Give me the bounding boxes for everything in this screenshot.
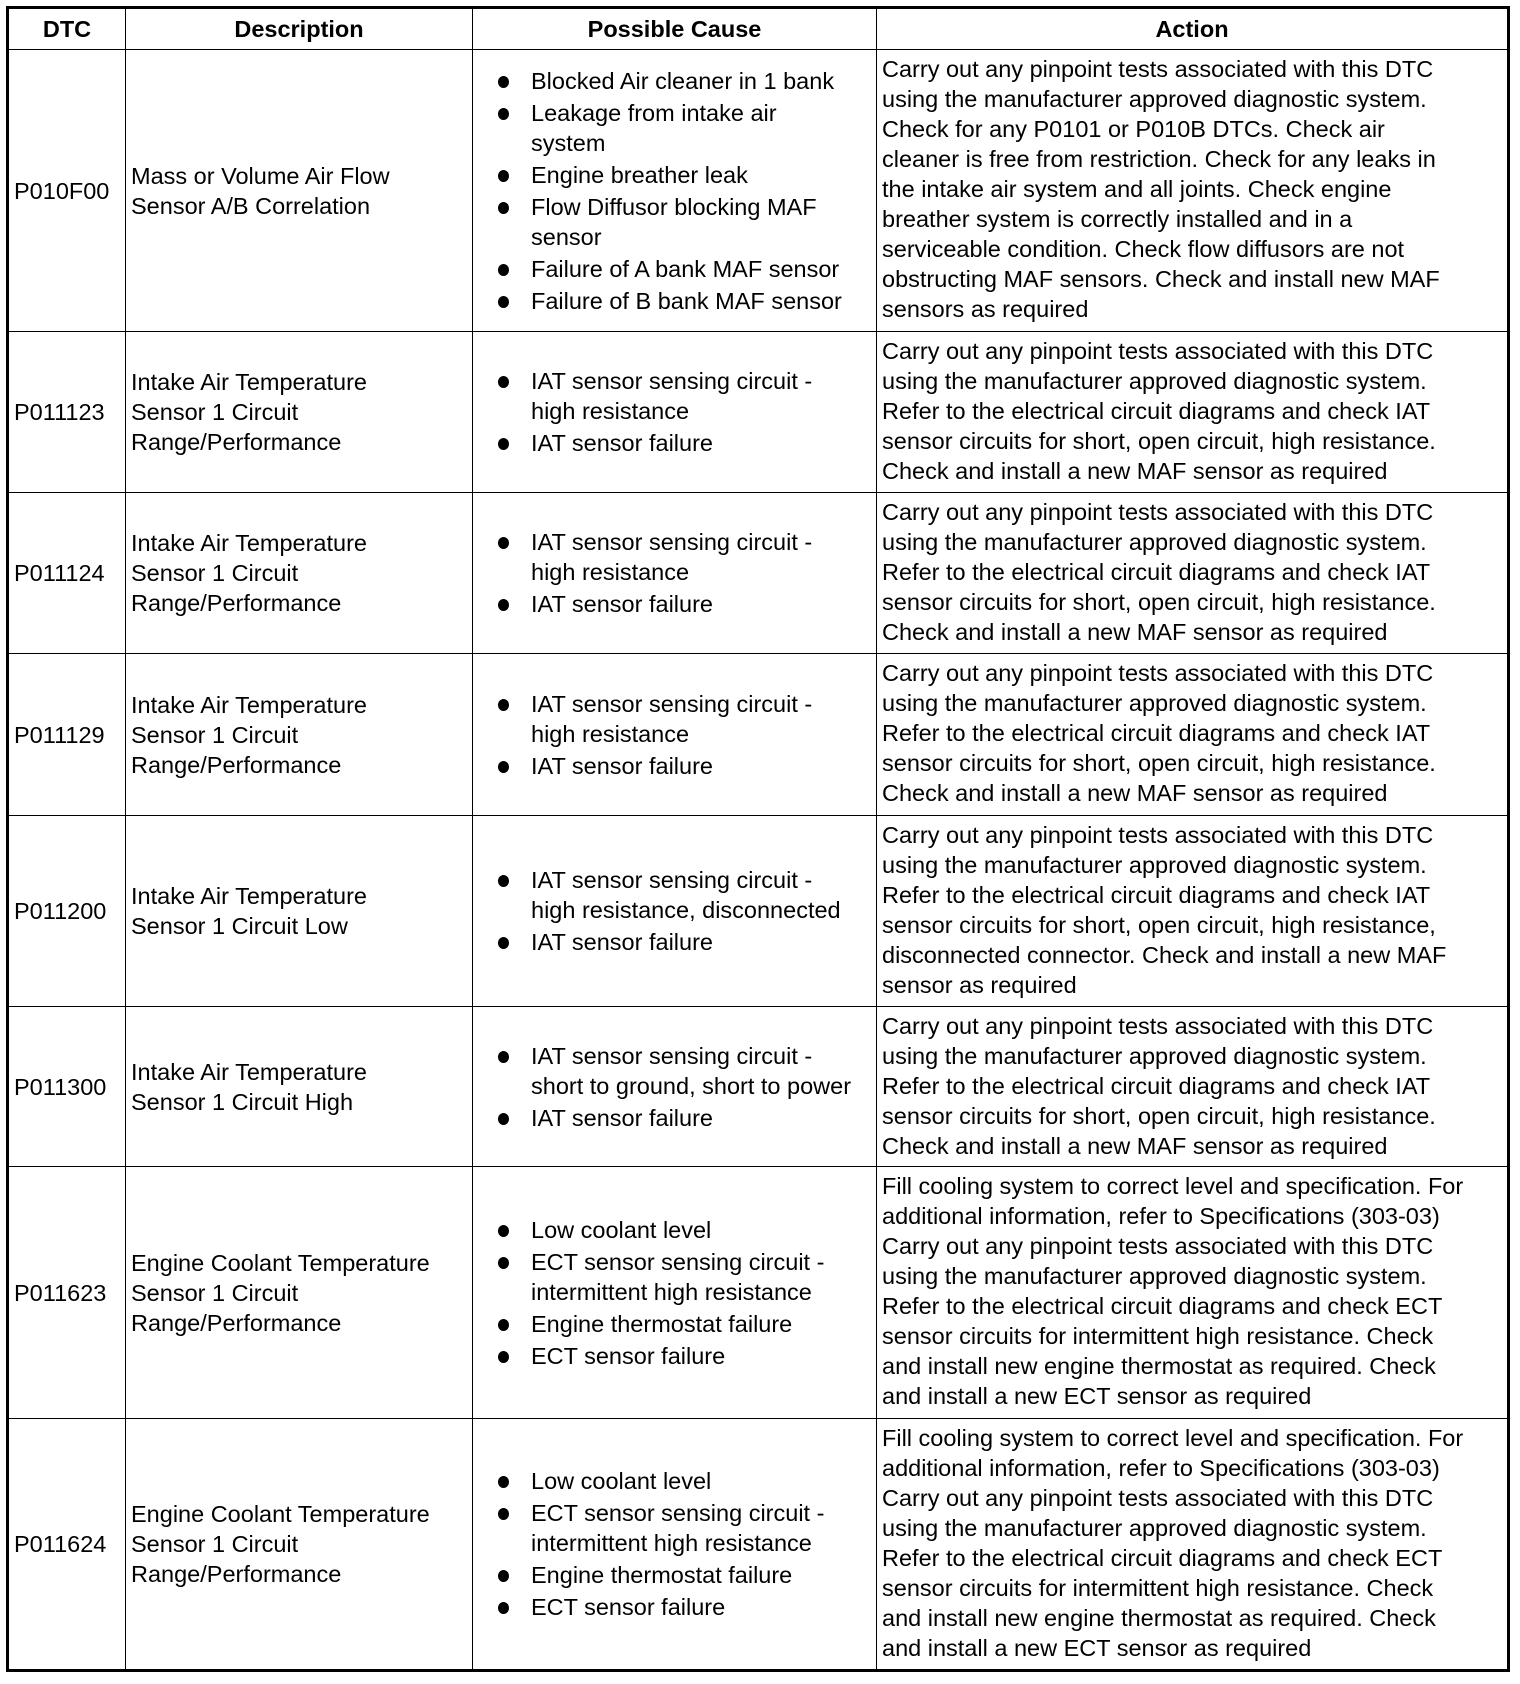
cause-item: [498, 1341, 871, 1371]
cause-item: [498, 589, 871, 619]
cause-item: [498, 865, 871, 925]
description-cell: [126, 1167, 473, 1419]
cause-line: IAT sensor sensing circuit -: [531, 529, 813, 555]
description-line: Sensor 1 Circuit: [131, 560, 299, 586]
action-line: using the manufacturer approved diagnostic system.: [882, 690, 1427, 716]
action-line: using the manufacturer approved diagnostic system.: [882, 1515, 1427, 1541]
cause-line: intermittent high resistance: [531, 1530, 812, 1556]
action-line: Carry out any pinpoint tests associated with this DTC: [882, 1485, 1434, 1511]
action-line: sensor circuits for short, open circuit, high resistance.: [882, 750, 1436, 776]
cause-line: sensor: [531, 223, 602, 250]
description-line: Intake Air Temperature: [131, 883, 367, 909]
description-line: Sensor A/B Correlation: [131, 192, 371, 219]
action-line: breather system is correctly installed and in a: [882, 206, 1353, 232]
dtc-code: P011124: [14, 560, 105, 586]
cause-item: [498, 66, 871, 96]
cause-item: [498, 1103, 871, 1133]
cause-line: ECT sensor failure: [531, 1342, 726, 1369]
action-line: Carry out any pinpoint tests associated with this DTC: [882, 1233, 1434, 1259]
possible-cause-cell: [473, 50, 877, 332]
description-line: Intake Air Temperature: [131, 369, 367, 395]
description-line: Sensor 1 Circuit: [131, 1531, 299, 1557]
action-line: sensor as required: [882, 972, 1077, 998]
action-line: and install a new ECT sensor as required: [882, 1383, 1312, 1409]
cause-line: IAT sensor failure: [531, 1104, 713, 1131]
action-line: using the manufacturer approved diagnostic system.: [882, 1263, 1427, 1289]
action-line: additional information, refer to Specifications (303-03): [882, 1455, 1440, 1481]
action-line: Fill cooling system to correct level and specification. For: [882, 1425, 1464, 1451]
cause-item: [498, 527, 871, 587]
description-cell: [126, 50, 473, 332]
cause-list: [478, 66, 871, 316]
dtc-code-cell: [8, 1167, 126, 1419]
header-possible-cause: Possible Cause: [473, 8, 877, 50]
cause-line: IAT sensor failure: [531, 430, 713, 456]
cause-item: [498, 689, 871, 749]
action-line: Carry out any pinpoint tests associated with this DTC: [882, 338, 1434, 364]
action-line: and install new engine thermostat as required. Check: [882, 1605, 1436, 1631]
cause-list: [478, 1466, 871, 1622]
cause-item: [498, 160, 871, 190]
description-line: Intake Air Temperature: [131, 1058, 367, 1085]
description-line: Sensor 1 Circuit High: [131, 1088, 354, 1115]
cause-item: [498, 98, 871, 158]
action-cell: [877, 493, 1509, 654]
table-row: [8, 1167, 1509, 1419]
cause-line: IAT sensor sensing circuit -: [531, 867, 813, 893]
cause-item: [498, 1498, 871, 1558]
description-line: Intake Air Temperature: [131, 530, 367, 556]
cause-line: Failure of B bank MAF sensor: [531, 287, 842, 314]
cause-item: [498, 1247, 871, 1307]
action-cell: [877, 654, 1509, 816]
cause-list: [478, 1215, 871, 1371]
cause-item: [498, 1215, 871, 1245]
action-line: cleaner is free from restriction. Check for any leaks in: [882, 146, 1436, 172]
header-description: Description: [126, 8, 473, 50]
cause-line: Engine breather leak: [531, 161, 748, 188]
dtc-code-cell: [8, 493, 126, 654]
dtc-code-cell: [8, 654, 126, 816]
cause-item: [498, 286, 871, 316]
cause-line: IAT sensor failure: [531, 752, 713, 779]
header-action: Action: [877, 8, 1509, 50]
description-line: Engine Coolant Temperature: [131, 1501, 430, 1527]
cause-list: [478, 1041, 871, 1133]
dtc-code: P010F00: [14, 177, 110, 204]
dtc-code-cell: [8, 1007, 126, 1167]
dtc-code: P011123: [14, 399, 105, 425]
header-dtc: DTC: [8, 8, 126, 50]
table-row: [8, 1419, 1509, 1671]
cause-line: IAT sensor sensing circuit -: [531, 368, 813, 394]
description-line: Range/Performance: [131, 1561, 342, 1587]
action-line: sensor circuits for short, open circuit, high resistance.: [882, 589, 1436, 615]
action-line: disconnected connector. Check and install a new MAF: [882, 942, 1447, 968]
cause-line: ECT sensor failure: [531, 1594, 726, 1620]
cause-line: system: [531, 129, 606, 156]
cause-list: [478, 527, 871, 619]
action-line: Check and install a new MAF sensor as required: [882, 458, 1388, 484]
action-line: Check and install a new MAF sensor as required: [882, 1133, 1388, 1159]
action-line: Refer to the electrical circuit diagrams and check IAT: [882, 398, 1431, 424]
possible-cause-cell: [473, 1419, 877, 1671]
cause-item: [498, 254, 871, 284]
cause-list: [478, 689, 871, 781]
action-cell: [877, 816, 1509, 1007]
description-line: Mass or Volume Air Flow: [131, 162, 390, 189]
action-line: Carry out any pinpoint tests associated with this DTC: [882, 499, 1434, 525]
cause-list: [478, 366, 871, 458]
action-cell: [877, 50, 1509, 332]
cause-item: [498, 1041, 871, 1101]
action-line: Carry out any pinpoint tests associated with this DTC: [882, 822, 1434, 848]
cause-line: Blocked Air cleaner in 1 bank: [531, 67, 835, 94]
action-cell: [877, 1007, 1509, 1167]
dtc-code: P011623: [14, 1279, 107, 1306]
description-line: Range/Performance: [131, 751, 342, 778]
cause-line: Leakage from intake air: [531, 99, 777, 126]
possible-cause-cell: [473, 1007, 877, 1167]
description-cell: [126, 1419, 473, 1671]
action-line: additional information, refer to Specifications (303-03): [882, 1203, 1440, 1229]
cause-line: high resistance, disconnected: [531, 897, 841, 923]
description-cell: [126, 332, 473, 493]
table-row: [8, 816, 1509, 1007]
possible-cause-cell: [473, 493, 877, 654]
possible-cause-cell: [473, 654, 877, 816]
action-line: Refer to the electrical circuit diagrams and check IAT: [882, 559, 1431, 585]
action-line: obstructing MAF sensors. Check and install new MAF: [882, 266, 1440, 292]
dtc-code: P011200: [14, 898, 107, 924]
action-line: serviceable condition. Check flow diffusors are not: [882, 236, 1405, 262]
description-line: Intake Air Temperature: [131, 691, 367, 718]
action-line: sensor circuits for short, open circuit, high resistance.: [882, 1103, 1436, 1129]
description-line: Range/Performance: [131, 429, 342, 455]
cause-line: Low coolant level: [531, 1468, 712, 1494]
dtc-code-cell: [8, 332, 126, 493]
dtc-code: P011300: [14, 1073, 107, 1100]
cause-item: [498, 428, 871, 458]
cause-line: intermittent high resistance: [531, 1278, 812, 1305]
action-line: sensor circuits for intermittent high resistance. Check: [882, 1575, 1434, 1601]
action-line: using the manufacturer approved diagnostic system.: [882, 86, 1427, 112]
possible-cause-cell: [473, 1167, 877, 1419]
cause-line: IAT sensor failure: [531, 591, 713, 617]
cause-line: high resistance: [531, 559, 690, 585]
description-cell: [126, 654, 473, 816]
table-row: [8, 1007, 1509, 1167]
cause-line: ECT sensor sensing circuit -: [531, 1248, 825, 1275]
action-line: Refer to the electrical circuit diagrams and check ECT: [882, 1293, 1443, 1319]
cause-line: Engine thermostat failure: [531, 1562, 793, 1588]
action-line: sensor circuits for short, open circuit, high resistance,: [882, 912, 1436, 938]
action-line: using the manufacturer approved diagnostic system.: [882, 529, 1427, 555]
cause-line: Failure of A bank MAF sensor: [531, 255, 840, 282]
action-line: and install a new ECT sensor as required: [882, 1635, 1312, 1661]
cause-line: Low coolant level: [531, 1216, 712, 1243]
action-line: sensors as required: [882, 296, 1089, 322]
action-cell: [877, 1419, 1509, 1671]
dtc-code: P011624: [14, 1531, 107, 1557]
action-line: sensor circuits for intermittent high resistance. Check: [882, 1323, 1434, 1349]
description-line: Sensor 1 Circuit: [131, 399, 299, 425]
action-line: and install new engine thermostat as required. Check: [882, 1353, 1436, 1379]
possible-cause-cell: [473, 332, 877, 493]
description-cell: [126, 493, 473, 654]
action-line: using the manufacturer approved diagnostic system.: [882, 368, 1427, 394]
cause-item: [498, 366, 871, 426]
action-line: Check and install a new MAF sensor as required: [882, 619, 1388, 645]
description-cell: [126, 1007, 473, 1167]
description-line: Sensor 1 Circuit: [131, 721, 299, 748]
description-cell: [126, 816, 473, 1007]
action-line: Carry out any pinpoint tests associated with this DTC: [882, 660, 1434, 686]
table-row: [8, 50, 1509, 332]
table-row: [8, 654, 1509, 816]
dtc-table: [6, 6, 1510, 1672]
action-line: Fill cooling system to correct level and specification. For: [882, 1173, 1464, 1199]
cause-item: [498, 192, 871, 252]
header-row: [8, 8, 1509, 50]
action-line: using the manufacturer approved diagnostic system.: [882, 1043, 1427, 1069]
dtc-code-cell: [8, 50, 126, 332]
description-line: Sensor 1 Circuit Low: [131, 913, 348, 939]
possible-cause-cell: [473, 816, 877, 1007]
action-line: Refer to the electrical circuit diagrams and check ECT: [882, 1545, 1443, 1571]
table-row: [8, 493, 1509, 654]
cause-line: IAT sensor sensing circuit -: [531, 690, 813, 717]
cause-line: short to ground, short to power: [531, 1072, 852, 1099]
cause-item: [498, 1309, 871, 1339]
action-line: using the manufacturer approved diagnostic system.: [882, 852, 1427, 878]
cause-line: Engine thermostat failure: [531, 1310, 793, 1337]
dtc-code: P011129: [14, 721, 105, 748]
action-cell: [877, 1167, 1509, 1419]
action-line: Refer to the electrical circuit diagrams and check IAT: [882, 720, 1431, 746]
cause-line: IAT sensor sensing circuit -: [531, 1042, 813, 1069]
dtc-code-cell: [8, 1419, 126, 1671]
cause-list: [478, 865, 871, 957]
action-line: sensor circuits for short, open circuit, high resistance.: [882, 428, 1436, 454]
action-line: Refer to the electrical circuit diagrams and check IAT: [882, 882, 1431, 908]
description-line: Engine Coolant Temperature: [131, 1249, 430, 1276]
action-cell: [877, 332, 1509, 493]
description-line: Range/Performance: [131, 590, 342, 616]
action-line: the intake air system and all joints. Check engine: [882, 176, 1392, 202]
action-line: Refer to the electrical circuit diagrams and check IAT: [882, 1073, 1431, 1099]
table-row: [8, 332, 1509, 493]
cause-item: [498, 1466, 871, 1496]
cause-line: high resistance: [531, 720, 690, 747]
dtc-code-cell: [8, 816, 126, 1007]
description-line: Sensor 1 Circuit: [131, 1279, 299, 1306]
action-line: Carry out any pinpoint tests associated with this DTC: [882, 1013, 1434, 1039]
cause-item: [498, 927, 871, 957]
cause-line: ECT sensor sensing circuit -: [531, 1500, 825, 1526]
cause-line: high resistance: [531, 398, 690, 424]
cause-item: [498, 1592, 871, 1622]
cause-line: Flow Diffusor blocking MAF: [531, 193, 817, 220]
cause-item: [498, 751, 871, 781]
cause-line: IAT sensor failure: [531, 929, 713, 955]
action-line: Check for any P0101 or P010B DTCs. Check air: [882, 116, 1385, 142]
action-line: Carry out any pinpoint tests associated with this DTC: [882, 56, 1434, 82]
description-line: Range/Performance: [131, 1309, 342, 1336]
cause-item: [498, 1560, 871, 1590]
action-line: Check and install a new MAF sensor as required: [882, 780, 1388, 806]
